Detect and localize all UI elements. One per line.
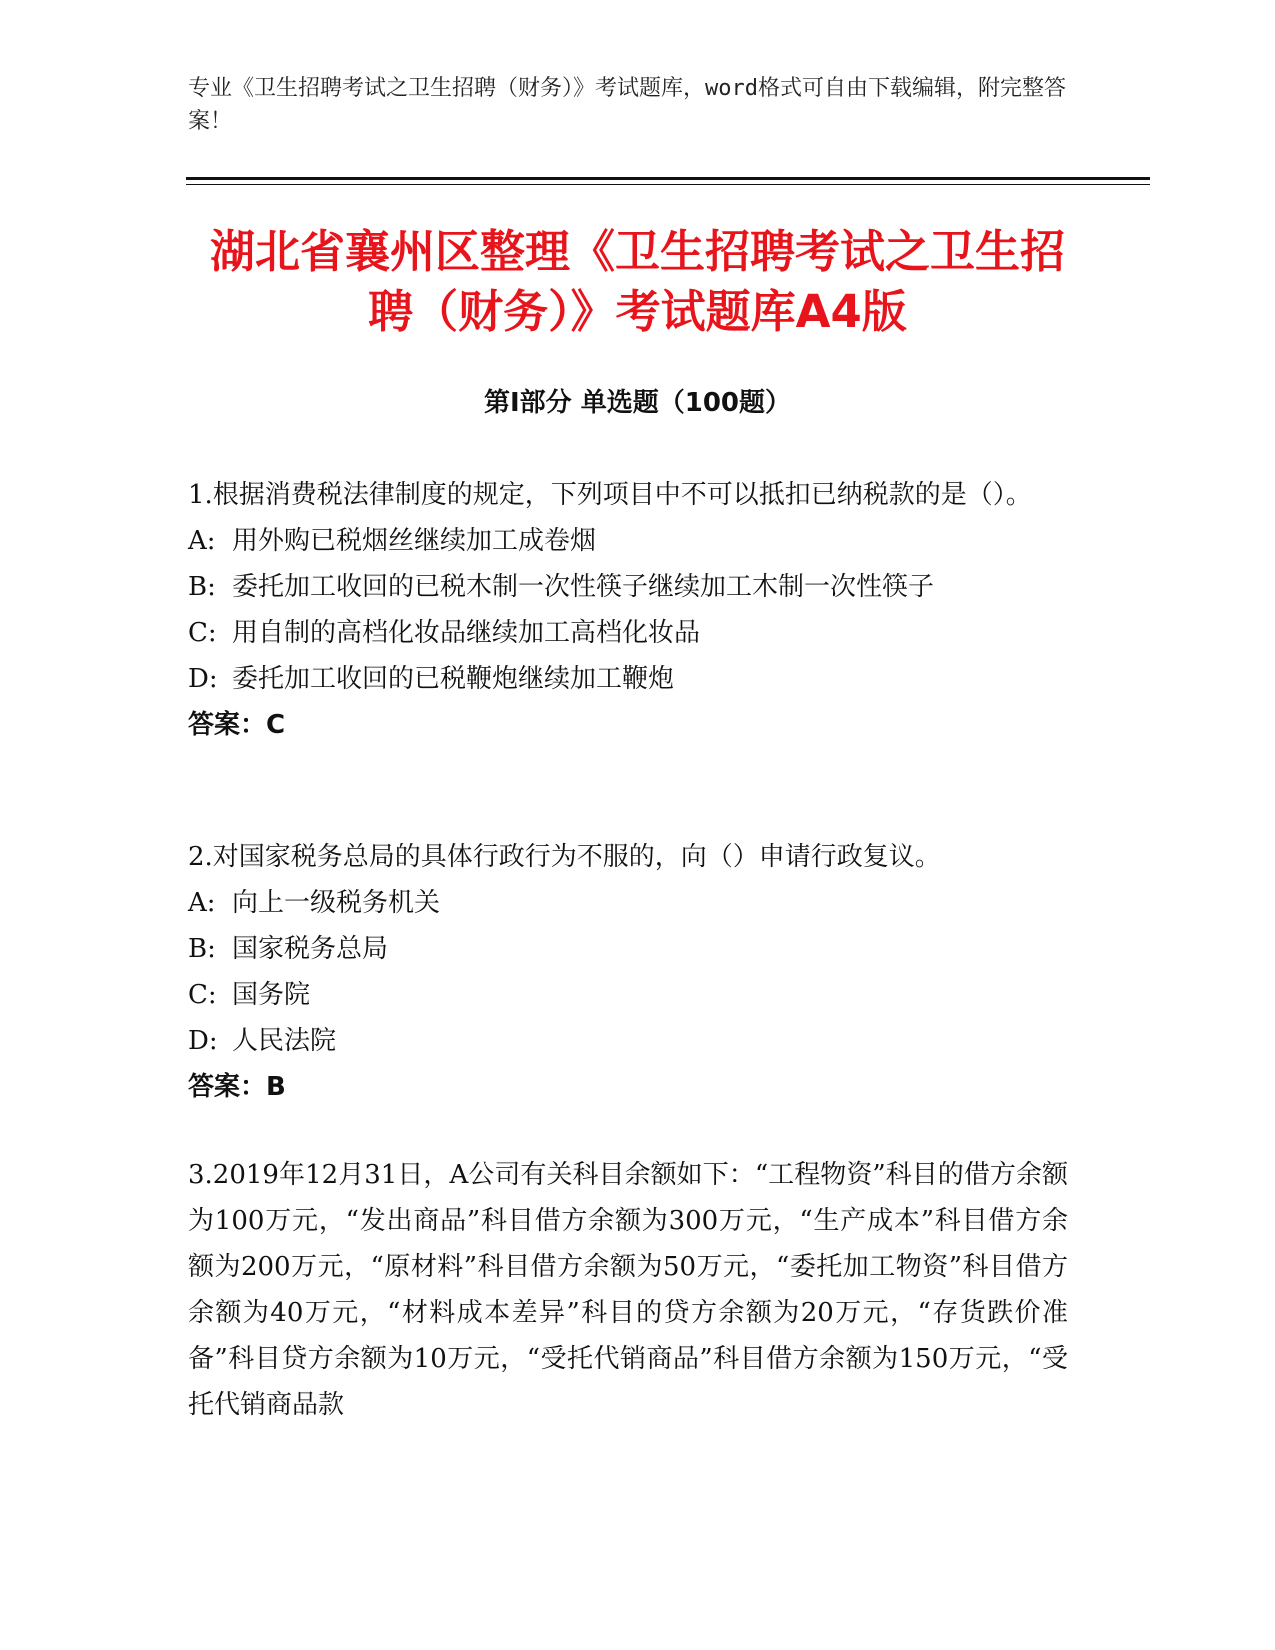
option-b [188,926,1068,972]
section-title: 第Ⅰ部分 单选题（100题） [484,388,791,418]
question-3 [188,1152,1068,1428]
document-title-line-2: 聘（财务）》考试题库A4版 [368,285,907,338]
option-b [188,564,1068,610]
option-d [188,656,1068,702]
option-text: 用外购已税烟丝继续加工成卷烟 [232,526,597,556]
document-title-line-1: 湖北省襄州区整理《卫生招聘考试之卫生招 [209,225,1065,278]
option-text: 国务院 [232,980,311,1010]
document-title [150,222,1125,342]
option-d [188,1018,1068,1064]
option-text: 向上一级税务机关 [232,888,441,918]
option-letter: B: [188,934,216,964]
option-letter: C: [188,980,217,1010]
option-text: 委托加工收回的已税木制一次性筷子继续加工木制一次性筷子 [232,572,935,602]
question-stem: 3.2019年12月31日，A公司有关科目余额如下：“工程物资”科目的借方余额为100万元，“发出商品”科目借方余额为300万元，“生产成本”科目借方余额为200万元，“原材料”科目借方余额为50万元，“委托加工物资”科目借方余额为40万元，“材料成本差异”科目的贷方余额为20万元，“存货跌价准备”科目贷方余额为10万元，“受托代销商品”科目借方余额为150万元，“受托代销商品款 [188,1160,1068,1420]
option-c [188,972,1068,1018]
option-letter: A: [188,888,216,918]
question-2 [188,834,1068,1110]
option-text: 委托加工收回的已税鞭炮继续加工鞭炮 [232,664,675,694]
header-rule-thick [186,177,1150,180]
option-letter: A: [188,526,216,556]
question-stem: 2.对国家税务总局的具体行政行为不服的，向（）申请行政复议。 [188,842,941,872]
option-a [188,880,1068,926]
option-text: 用自制的高档化妆品继续加工高档化妆品 [232,618,701,648]
option-letter: B: [188,572,216,602]
header-rule-thin [186,184,1150,185]
option-letter: D: [188,1026,218,1056]
option-a [188,518,1068,564]
option-letter: D: [188,664,218,694]
option-text: 人民法院 [232,1026,337,1056]
question-stem: 1.根据消费税法律制度的规定，下列项目中不可以抵扣已纳税款的是（）。 [188,480,1032,510]
question-1 [188,472,1068,748]
answer-line: 答案：B [188,1072,286,1102]
answer-line: 答案：C [188,710,286,740]
option-c [188,610,1068,656]
option-letter: C: [188,618,217,648]
option-text: 国家税务总局 [232,934,389,964]
header-note: 专业《卫生招聘考试之卫生招聘（财务）》考试题库，word格式可自由下载编辑，附完整答案！ [188,76,1066,134]
